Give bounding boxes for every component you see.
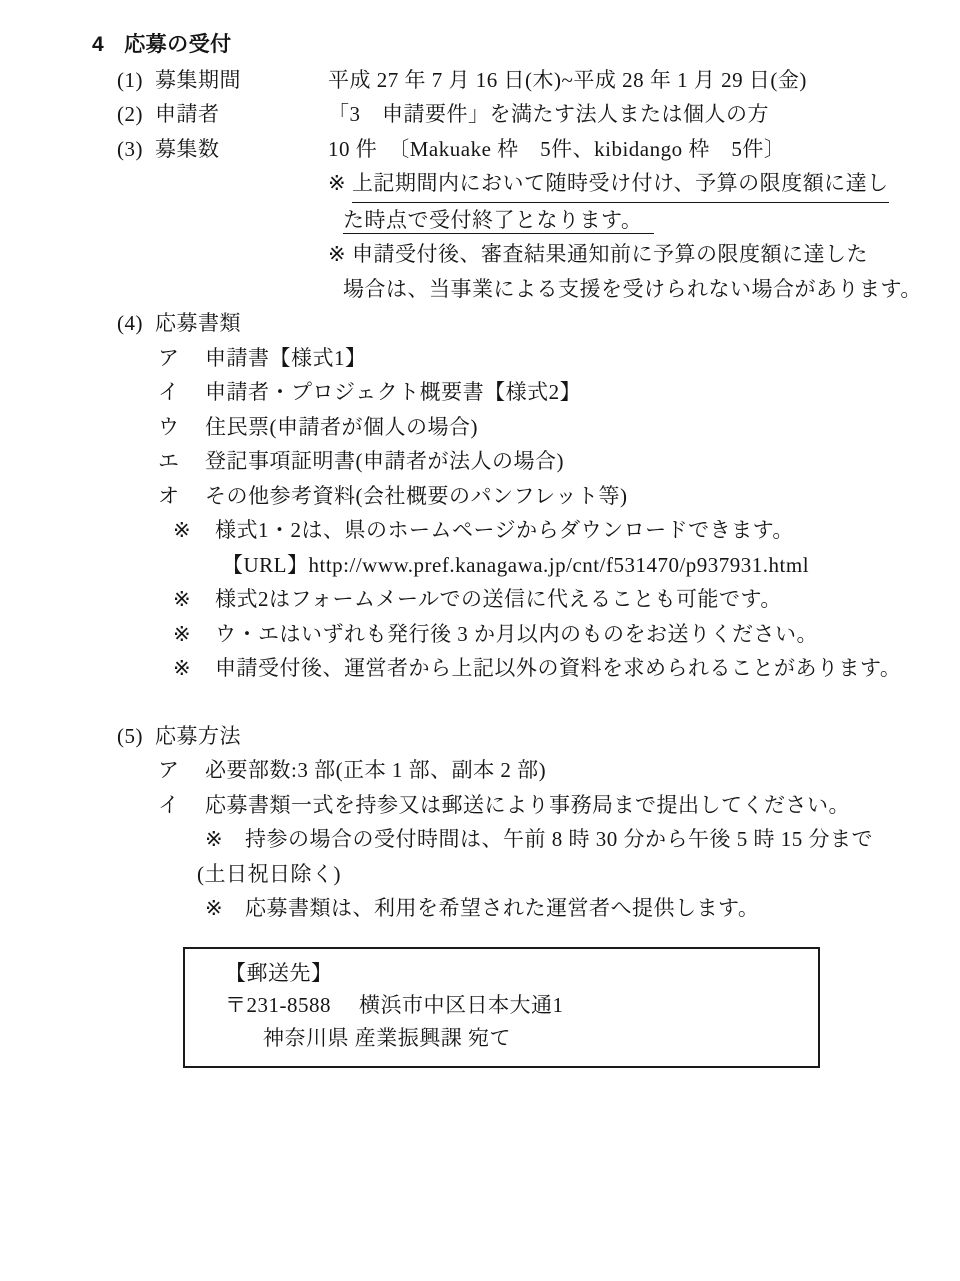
postal-code: 〒231-8588 (225, 993, 331, 1017)
quota-note-2 (92, 237, 920, 272)
item-marker: エ (158, 449, 180, 473)
method-note-hours (92, 822, 920, 857)
item-text: 申請者・プロジェクト概要書【様式2】 (205, 380, 582, 404)
url-text: http://www.pref.kanagawa.jp/cnt/f531470/p937931.html (308, 552, 810, 577)
section5-head (92, 719, 920, 754)
item-text: 申請書【様式1】 (205, 345, 367, 370)
field-label: 募集数 (155, 136, 220, 161)
item-marker: ア (158, 758, 180, 782)
section4-head (92, 306, 920, 341)
note-text: (土日祝日除く) (197, 861, 341, 886)
mailbox-address-line (225, 989, 808, 1022)
documents-note-formmail (92, 582, 920, 617)
note-text: 様式2はフォームメールでの送信に代えることも可能です。 (215, 587, 782, 611)
method-item-submission (92, 788, 920, 823)
field-row-quota (92, 132, 920, 167)
mailbox-title: 【郵送先】 (225, 960, 333, 985)
note-marker: ※ (173, 621, 192, 646)
note-text: た時点で受付終了となります。 (343, 208, 654, 234)
mailbox-recipient: 神奈川県 産業振興課 宛て (263, 1025, 511, 1050)
url-line (222, 548, 920, 583)
note-marker: ※ (205, 896, 224, 920)
note-text: 上記期間内において随時受け付け、予算の限度額に達し (352, 166, 889, 203)
note-marker: ※ (328, 171, 347, 195)
note-marker: ※ (205, 827, 224, 851)
note-text: ウ・エはいずれも発行後 3 か月以内のものをお送りください。 (215, 621, 818, 646)
field-row-recruitment-period (92, 63, 920, 98)
quota-note-1 (92, 166, 920, 203)
note-text: 応募書類は、利用を希望された運営者へ提供します。 (245, 896, 760, 920)
field-marker: (3) (117, 136, 143, 161)
field-marker: (1) (117, 67, 143, 92)
item-text: 応募書類一式を持参又は郵送により事務局まで提出してください。 (205, 792, 850, 817)
note-text: 様式1・2は、県のホームページからダウンロードできます。 (215, 518, 794, 542)
item-marker: ウ (158, 414, 180, 439)
item-marker: イ (158, 380, 180, 404)
document-item-o (92, 479, 920, 514)
field-value: 「3 申請要件」を満たす法人または個人の方 (328, 102, 769, 126)
item-marker: イ (158, 792, 180, 817)
note-marker: ※ (173, 656, 192, 680)
item-text: 登記事項証明書(申請者が法人の場合) (205, 449, 564, 473)
field-label: 募集期間 (155, 67, 241, 92)
document-item-i (92, 375, 920, 410)
section-title: 応募書類 (155, 311, 241, 335)
field-value: 10 件 〔Makuake 枠 5件、kibidango 枠 5件〕 (328, 136, 786, 161)
quota-note-1-continued (343, 203, 920, 238)
note-text: 持参の場合の受付時間は、午前 8 時 30 分から午後 5 時 15 分まで (245, 827, 873, 851)
note-marker: ※ (173, 518, 192, 542)
section-heading (92, 28, 920, 63)
note-text: 申請受付後、審査結果通知前に予算の限度額に達した (352, 242, 868, 266)
document-item-u (92, 410, 920, 445)
documents-note-3months (92, 617, 920, 652)
section-marker: (5) (117, 723, 143, 748)
note-text: 場合は、当事業による支援を受けられない場合があります。 (343, 276, 922, 301)
quota-note-2-continued (343, 272, 920, 307)
item-marker: オ (158, 483, 180, 508)
field-row-applicant (92, 97, 920, 132)
method-item-copies (92, 753, 920, 788)
item-text: その他参考資料(会社概要のパンフレット等) (205, 483, 628, 508)
document-item-a (92, 341, 920, 376)
section-marker: (4) (117, 311, 143, 335)
documents-note-download (92, 513, 920, 548)
item-marker: ア (158, 345, 180, 370)
section-title: 応募方法 (155, 723, 241, 748)
documents-note-extra-materials (92, 651, 920, 686)
note-marker: ※ (328, 242, 347, 266)
method-note-provide (92, 891, 920, 926)
url-label: 【URL】 (222, 552, 309, 577)
section-heading-title: 応募の受付 (124, 33, 232, 56)
mailing-address-box (183, 947, 820, 1069)
item-text: 住民票(申請者が個人の場合) (205, 414, 478, 439)
item-text: 必要部数:3 部(正本 1 部、副本 2 部) (205, 758, 547, 782)
method-note-hours-continued (197, 857, 920, 892)
field-label: 申請者 (155, 102, 220, 126)
mail-address: 横浜市中区日本大通1 (359, 993, 564, 1017)
section-heading-number: 4 (92, 33, 105, 56)
field-marker: (2) (117, 102, 143, 126)
note-text: 申請受付後、運営者から上記以外の資料を求められることがあります。 (215, 656, 902, 680)
note-marker: ※ (173, 587, 192, 611)
document-item-e (92, 444, 920, 479)
field-value: 平成 27 年 7 月 16 日(木)~平成 28 年 1 月 29 日(金) (328, 67, 807, 92)
